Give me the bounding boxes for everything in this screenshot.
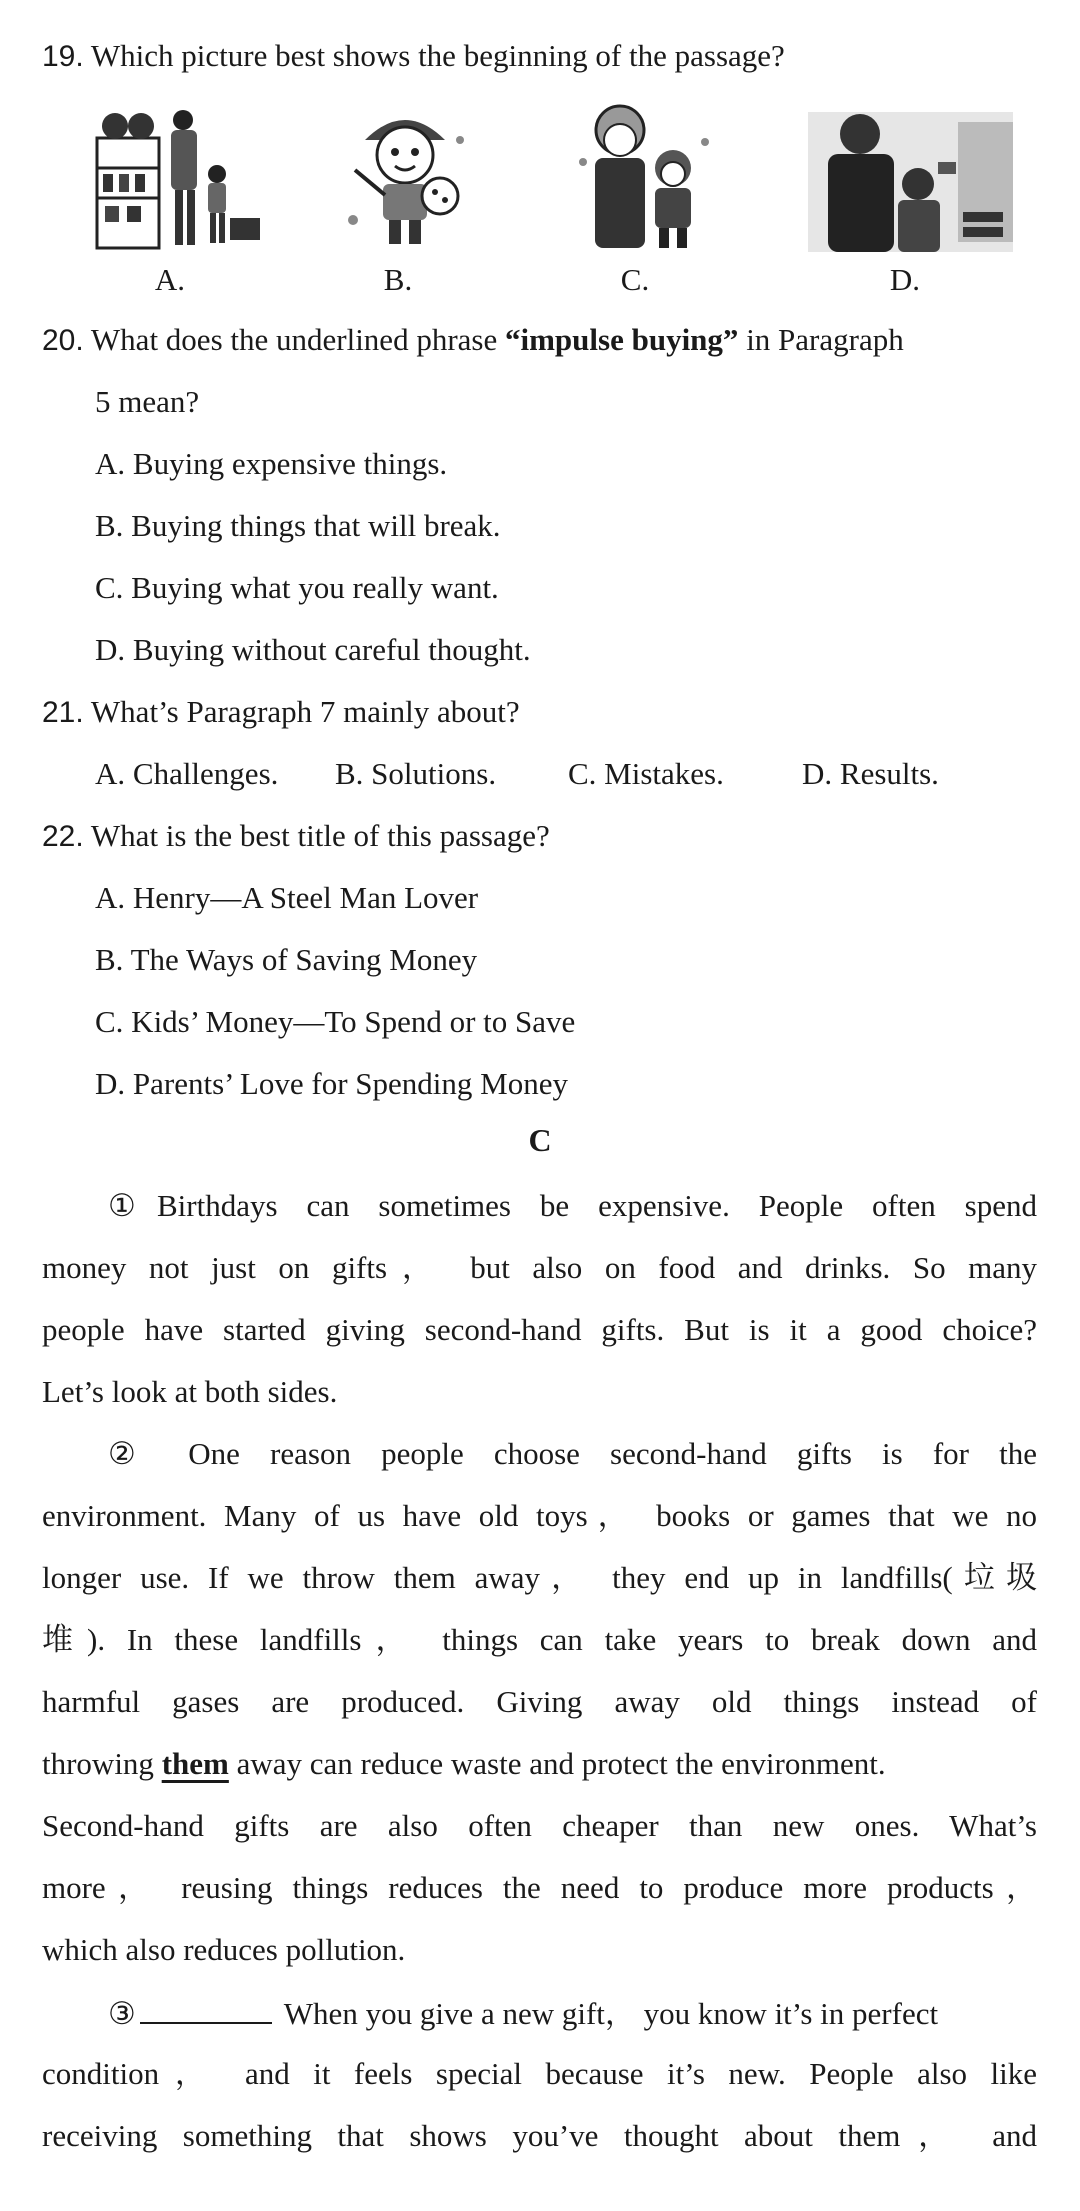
question-19: [42, 36, 785, 77]
paragraph-3-line-1: [108, 1992, 938, 2034]
underlined-word: them: [161, 1746, 229, 1781]
child-artist-illustration: [335, 100, 475, 252]
text-segment: When you give a new gift， you know it’s in perfect: [283, 1996, 939, 2031]
text-segment: throwing: [42, 1746, 162, 1781]
question-text: Which picture best shows the beginning of the passage?: [90, 38, 785, 73]
section-title: C: [528, 1122, 552, 1158]
option-21-b[interactable]: B. Solutions.: [335, 756, 497, 791]
paragraph-2-line-9: which also reduces pollution.: [42, 1932, 406, 1967]
option-20-a[interactable]: A. Buying expensive things.: [95, 446, 448, 481]
question-number: 22.: [42, 820, 84, 853]
paragraph-2-line-4: 堆). In these landfills， things can take years to break down and: [42, 1622, 1037, 1657]
option-22-c[interactable]: C. Kids’ Money—To Spend or to Save: [95, 1004, 576, 1039]
question-text: What’s Paragraph 7 mainly about?: [90, 694, 520, 729]
key-phrase: “impulse buying”: [504, 322, 739, 357]
text-segment: away can reduce waste and protect the environment.: [228, 1746, 886, 1781]
paragraph-2-line-6: [42, 1744, 886, 1784]
paragraph-2-line-7: Second-hand gifts are also often cheaper than new ones. What’s: [42, 1808, 1037, 1843]
question-text-tail: in Paragraph: [738, 322, 904, 357]
option-21-c[interactable]: C. Mistakes.: [568, 756, 724, 791]
picture-label-d: D.: [889, 262, 921, 297]
picture-label-a: A.: [154, 262, 186, 297]
question-22: [42, 816, 550, 857]
question-number: 19.: [42, 40, 84, 73]
option-20-b[interactable]: B. Buying things that will break.: [95, 508, 501, 543]
picture-label-c: C.: [620, 262, 650, 297]
shop-scene-illustration: [95, 108, 265, 253]
question-number: 20.: [42, 324, 84, 357]
question-20-line-2: 5 mean?: [95, 384, 200, 419]
question-text: What does the underlined phrase: [90, 322, 505, 357]
option-22-d[interactable]: D. Parents’ Love for Spending Money: [95, 1066, 568, 1101]
paragraph-1-line-4: Let’s look at both sides.: [42, 1374, 338, 1409]
answer-blank[interactable]: [140, 1992, 272, 2024]
paragraph-1-line-2: money not just on gifts， but also on food and drinks. So many: [42, 1250, 1037, 1285]
option-21-a[interactable]: A. Challenges.: [95, 756, 279, 791]
question-number: 21.: [42, 696, 84, 729]
paragraph-2-line-5: harmful gases are produced. Giving away old things instead of: [42, 1684, 1037, 1719]
picture-label-b: B.: [383, 262, 413, 297]
grandmother-and-child-illustration: [575, 102, 715, 252]
question-21: [42, 692, 520, 733]
option-22-b[interactable]: B. The Ways of Saving Money: [95, 942, 478, 977]
paragraph-1-line-1: ①Birthdays can sometimes be expensive. People often spend: [108, 1188, 1037, 1223]
paragraph-2-line-3: longer use. If we throw them away， they end up in landfills(垃圾: [42, 1560, 1037, 1595]
paragraph-1-line-3: people have started giving second-hand gifts. But is it a good choice?: [42, 1312, 1037, 1347]
paragraph-marker: ③: [108, 1996, 136, 2031]
option-22-a[interactable]: A. Henry—A Steel Man Lover: [95, 880, 479, 915]
question-text: What is the best title of this passage?: [90, 818, 550, 853]
question-20: [42, 320, 904, 361]
paragraph-2-line-8: more， reusing things reduces the need to produce more products，: [42, 1870, 1037, 1905]
paragraph-2-line-2: environment. Many of us have old toys， books or games that we no: [42, 1498, 1037, 1533]
option-20-c[interactable]: C. Buying what you really want.: [95, 570, 499, 605]
option-21-d[interactable]: D. Results.: [802, 756, 939, 791]
paragraph-3-line-3: receiving something that shows you’ve thought about them， and: [42, 2118, 1037, 2153]
option-20-d[interactable]: D. Buying without careful thought.: [95, 632, 531, 667]
father-and-son-illustration: [808, 112, 1013, 252]
paragraph-2-line-1: ② One reason people choose second-hand gifts is for the: [108, 1436, 1037, 1471]
paragraph-3-line-2: condition， and it feels special because it’s new. People also like: [42, 2056, 1037, 2091]
